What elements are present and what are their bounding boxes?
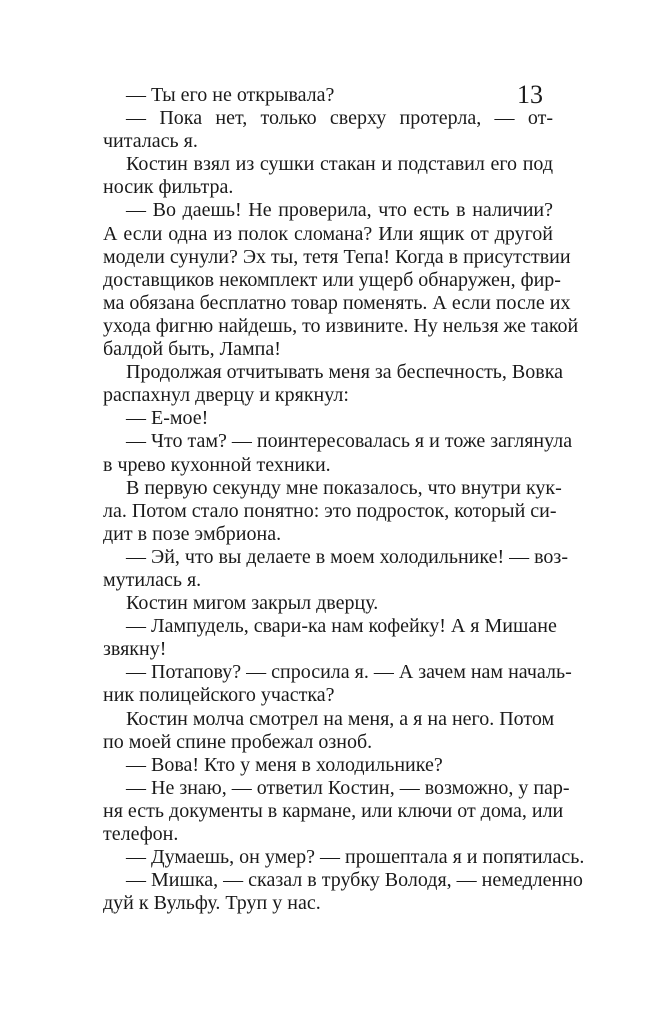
text-line: — Вова! Кто у меня в холодильнике?	[126, 753, 443, 776]
text-line: А если одна из полок сломана? Или ящик от другой	[103, 222, 553, 245]
text-line: — Лампудель, свари-ка нам кофейку! А я Мишане	[126, 615, 557, 638]
text-line: — Пока нет, только сверху протерла, — от-	[126, 107, 553, 130]
paragraph	[103, 754, 553, 777]
text-line: мутилась я.	[103, 568, 202, 591]
paragraph	[103, 361, 564, 407]
paragraph	[103, 199, 579, 361]
text-line: Костин взял из сушки стакан и подставил его под	[126, 153, 553, 176]
paragraph	[103, 80, 553, 109]
paragraph	[103, 545, 568, 592]
paragraph	[103, 846, 585, 869]
paragraph	[103, 107, 553, 153]
text-line: по моей спине пробежал озноб.	[103, 730, 373, 753]
text-line: — Не знаю, — ответил Костин, — возможно, у пар-	[126, 776, 570, 799]
body-text	[103, 80, 585, 915]
text-line: ухода фигню найдешь, то извините. Ну нельзя же такой	[103, 314, 579, 337]
page-number: 13	[517, 80, 543, 109]
text-line: Костин молча смотрел на меня, а я на него. Потом	[126, 707, 555, 730]
text-line: в чрево кухонной техники.	[103, 453, 331, 476]
paragraph	[103, 592, 553, 615]
text-line: — Мишка, — сказал в трубку Володя, — немедленно	[126, 869, 583, 892]
text-line: В первую секунду мне показалось, что внутри кук-	[126, 476, 562, 499]
text-line: ня есть документы в кармане, или ключи от дома, или	[103, 799, 564, 822]
paragraph	[103, 430, 573, 476]
text-line: — Думаешь, он умер? — прошептала я и попятилась.	[126, 846, 585, 869]
text-line: — Ты его не открывала?	[126, 84, 335, 106]
text-line: — Эй, что вы делаете в моем холодильнике! — воз-	[126, 545, 568, 568]
paragraph	[103, 708, 553, 754]
text-line: — Что там? — поинтересовалась я и тоже заглянула	[126, 430, 573, 453]
text-line: ла. Потом стало понятно: это подросток, который си-	[103, 499, 557, 522]
text-line: — Во даешь! Не проверила, что есть в наличии?	[126, 199, 553, 222]
paragraph	[103, 615, 557, 661]
text-line: звякну!	[103, 638, 167, 661]
paragraph	[103, 153, 553, 199]
text-line: дит в позе эмбриона.	[103, 522, 282, 545]
paragraph	[103, 869, 583, 915]
text-line: ник полицейского участка?	[103, 684, 335, 707]
paragraph	[103, 661, 572, 707]
paragraph	[103, 407, 553, 430]
text-line: — Е-мое!	[126, 407, 209, 430]
text-line: — Потапову? — спросила я. — А зачем нам началь-	[126, 661, 572, 684]
paragraph	[103, 476, 562, 546]
text-line: распахнул дверцу и крякнул:	[103, 384, 349, 407]
text-line: носик фильтра.	[103, 176, 234, 199]
text-line: ма обязана бесплатно товар поменять. А если после их	[103, 291, 571, 314]
text-line: доставщиков некомплект или ущерб обнаружен, фир-	[103, 268, 561, 291]
text-line: модели сунули? Эх ты, тетя Тепа! Когда в присутствии	[103, 245, 571, 268]
text-line: Костин мигом закрыл дверцу.	[126, 592, 379, 615]
text-line: читалась я.	[103, 130, 198, 153]
text-line: дуй к Вульфу. Труп у нас.	[103, 892, 321, 915]
paragraph	[103, 776, 570, 846]
text-line: Продолжая отчитывать меня за беспечность, Вовка	[126, 361, 564, 384]
text-line: балдой быть, Лампа!	[103, 338, 281, 361]
text-line: телефон.	[103, 823, 179, 845]
